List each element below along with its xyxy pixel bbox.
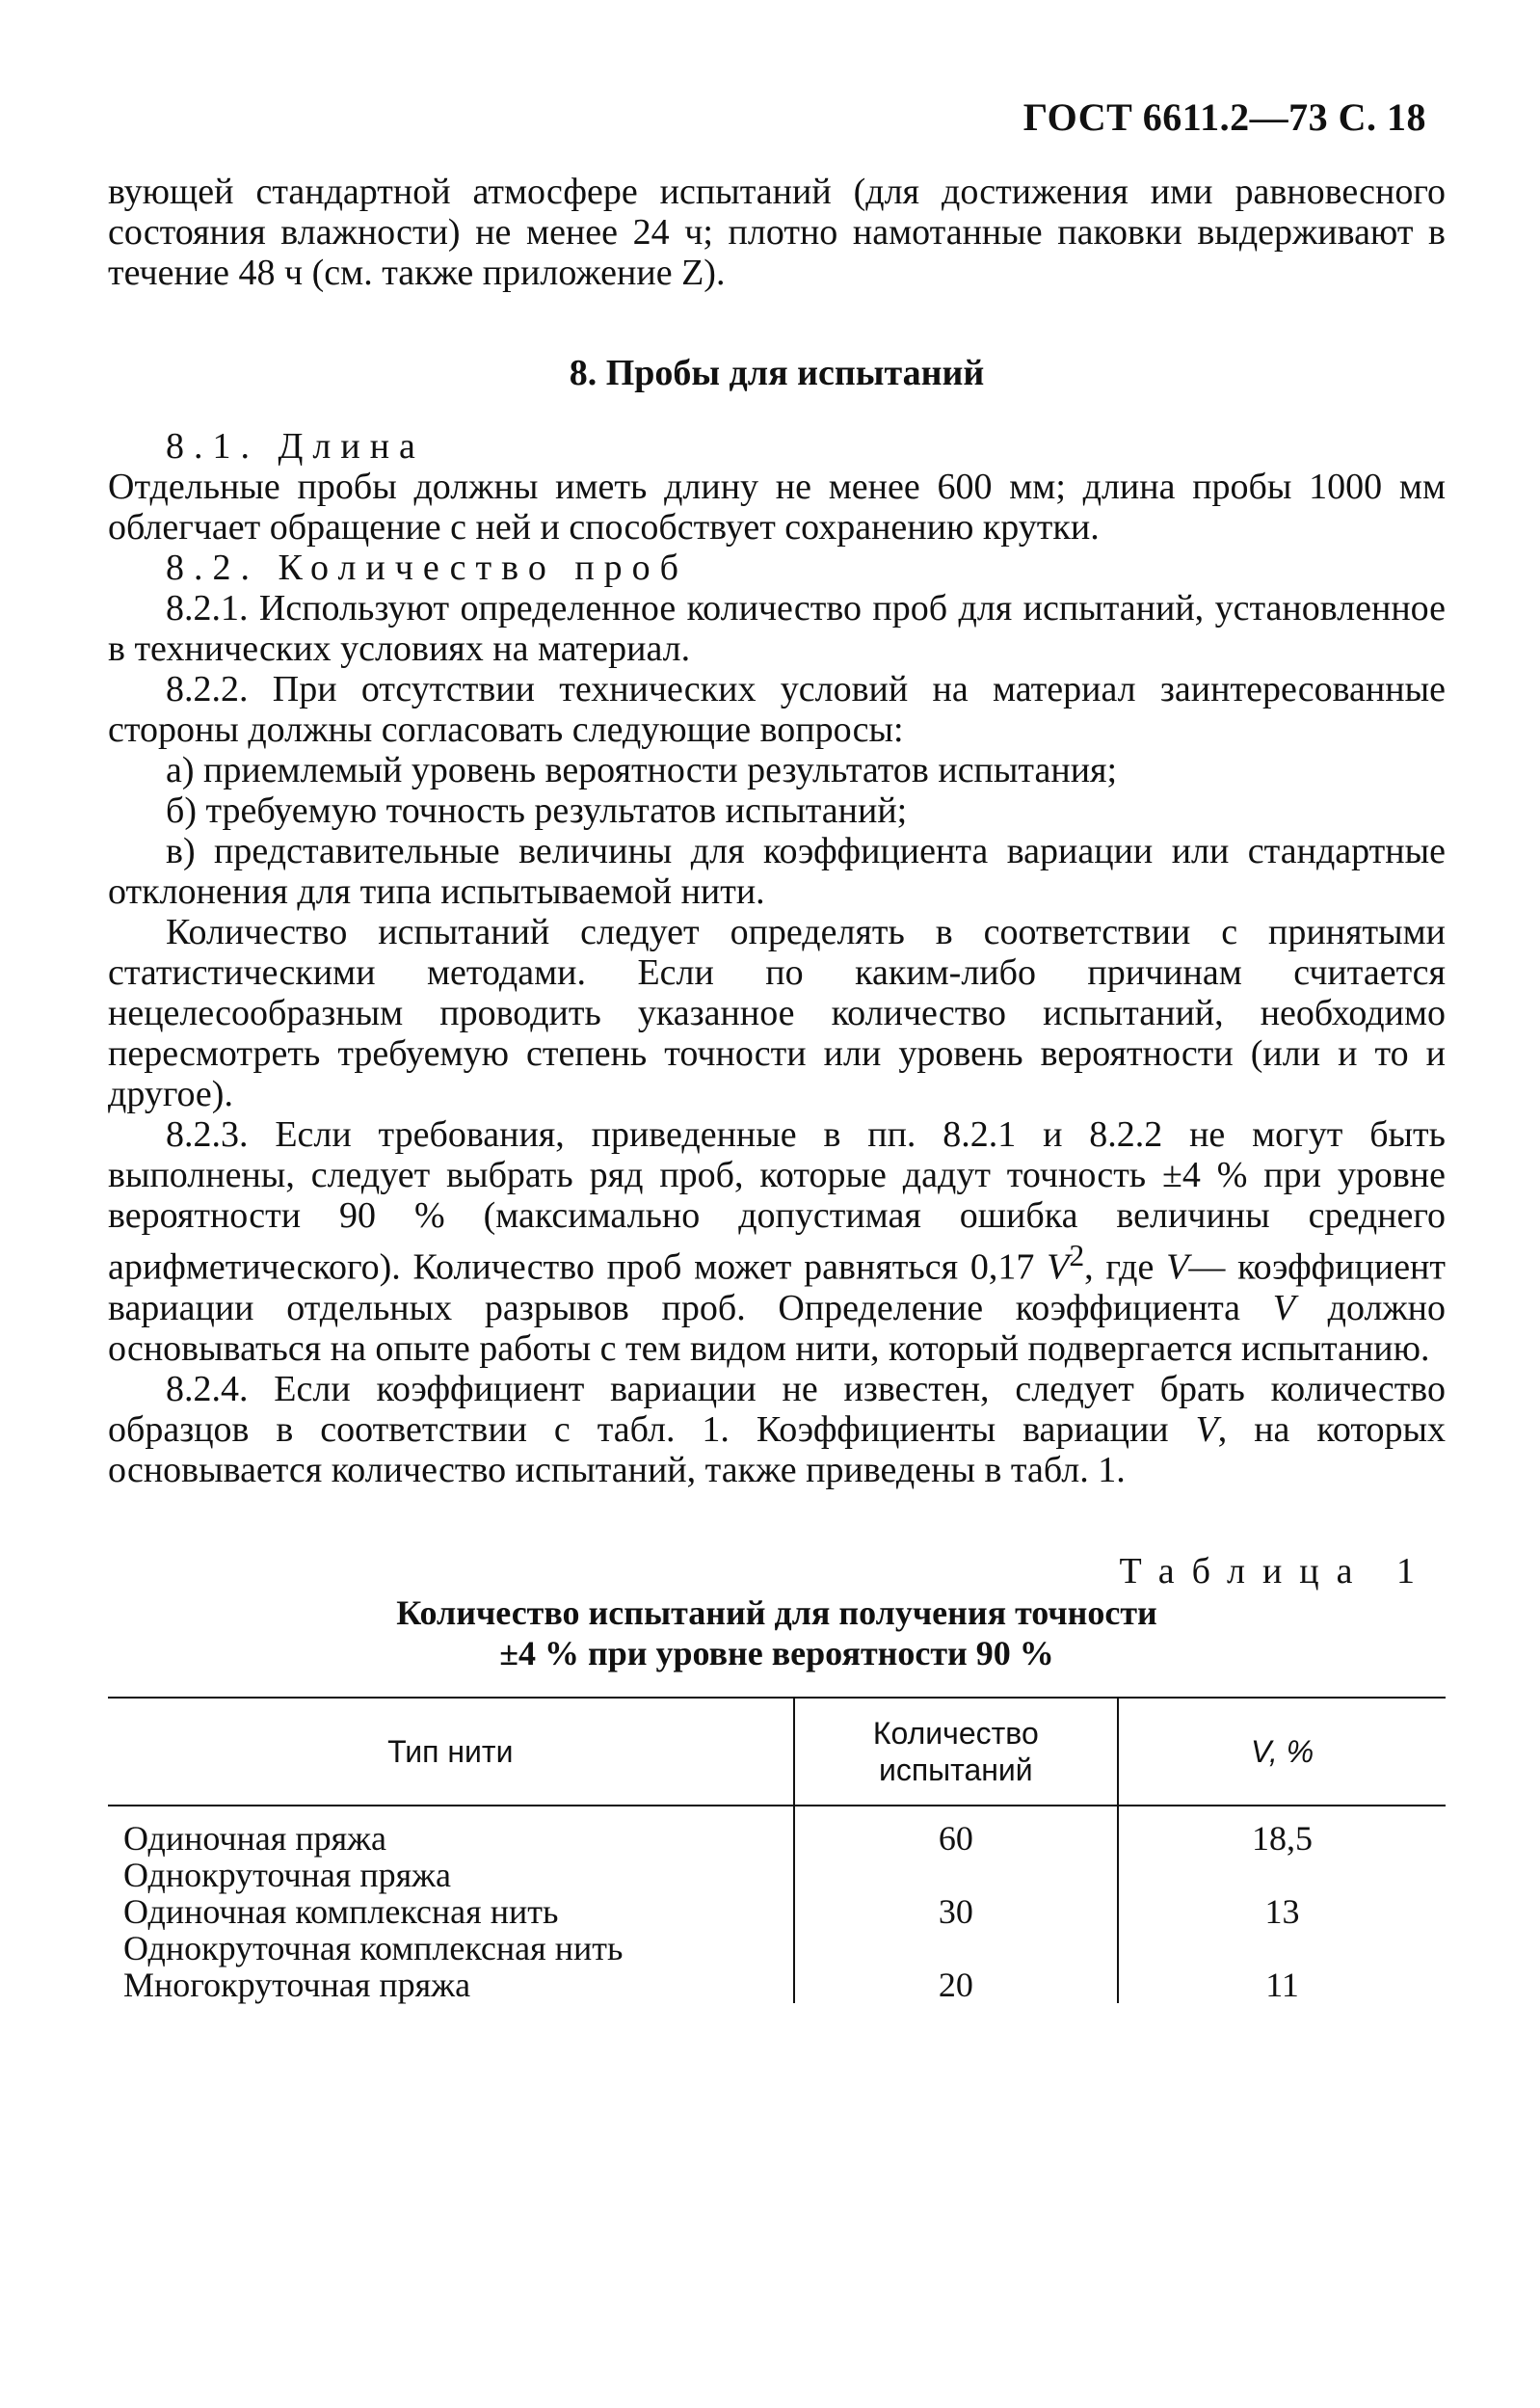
variation-cell (1118, 1806, 1446, 2003)
variable-v: V (1166, 1246, 1189, 1288)
paragraph-8-2-3-part3: — коэффициент вариации отдельных разрывов проб. Определение коэффициента (108, 1246, 1446, 1328)
table-title-line2: ±4 % при уровне вероятности 90 % (499, 1634, 1054, 1672)
variable-v: V (1047, 1246, 1070, 1288)
paragraph-8-2-3-part1: 8.2.3. Если требования, приведенные в пп. 8.2.1 и 8.2.2 не могут быть выполнены, следует выбрать ряд проб, которые дадут точность ±4 % при уровне вероятности 90 % (максимально допустимая ошибка величины среднего арифметического). Количество проб может равняться 0,17 (108, 1114, 1446, 1288)
test-count-value: 20 (938, 1966, 973, 2004)
section-8-body (108, 426, 1446, 1490)
paragraph-8-2-4-part2: , на которых основывается количество испытаний, также приведены в табл. 1. (108, 1408, 1446, 1490)
yarn-types-cell (108, 1806, 794, 2003)
yarn-type: Многокруточная пряжа (123, 1966, 471, 2004)
header-test-count (794, 1698, 1119, 1806)
paragraph-8-2-1: 8.2.1. Используют определенное количество проб для испытаний, установленное в технических условиях на материал. (108, 588, 1446, 669)
paragraph-8-2-3-part4: должно основываться на опыте работы с тем видом нити, который подвергается испытанию. (108, 1287, 1447, 1369)
test-count-cell (794, 1806, 1119, 2003)
superscript-2: 2 (1069, 1239, 1085, 1272)
yarn-test-table (108, 1697, 1446, 2003)
header-variation-coefficient: V, % (1118, 1698, 1446, 1806)
yarn-type: Одиночная пряжа (123, 1819, 387, 1858)
heading-8-2: 8.2. Количество проб (166, 548, 688, 588)
variable-v: V (1272, 1287, 1295, 1328)
variation-value: 18,5 (1252, 1819, 1314, 1858)
paragraph-8-1: Отдельные пробы должны иметь длину не менее 600 мм; длина пробы 1000 мм облегчает обращение с ней и способствует сохранению крутки. (108, 467, 1446, 548)
yarn-type: Однокруточная пряжа (123, 1856, 452, 1894)
paragraph-8-2-3-part2: , где (1084, 1246, 1167, 1288)
table-header-row (108, 1698, 1446, 1806)
paragraph-8-2-2: 8.2.2. При отсутствии технических условий на материал заинтересованные стороны должны согласовать следующие вопросы: (108, 669, 1446, 750)
paragraph-8-2-3 (108, 1114, 1446, 1369)
paragraph-8-2-4-part1: 8.2.4. Если коэффициент вариации не известен, следует брать количество образцов в соответствии с табл. 1. Коэффициенты вариации (108, 1368, 1446, 1450)
intro-paragraph-block (108, 172, 1446, 293)
list-item-b: б) требуемую точность результатов испытаний; (166, 790, 908, 831)
page-header: ГОСТ 6611.2—73 С. 18 (1022, 95, 1426, 139)
yarn-type: Однокруточная комплексная нить (123, 1929, 624, 1967)
list-item-a: а) приемлемый уровень вероятности результатов испытания; (166, 750, 1118, 790)
heading-8-1: 8.1. Длина (166, 426, 425, 467)
table-label: Таблица 1 (1119, 1551, 1432, 1592)
header-test-count-line1: Количество (872, 1716, 1039, 1751)
section-title: 8. Пробы для испытаний (569, 353, 985, 393)
variation-value: 11 (1265, 1966, 1299, 2004)
test-count-value: 30 (938, 1892, 973, 1931)
header-test-count-line2: испытаний (878, 1752, 1033, 1787)
test-count-value: 60 (938, 1819, 973, 1858)
table-title-line1: Количество испытаний для получения точности (396, 1593, 1157, 1632)
variation-value: 13 (1264, 1892, 1300, 1931)
table-title (108, 1592, 1446, 1673)
paragraph-8-2-2-note: Количество испытаний следует определять в соответствии с принятыми статистическими методами. Если по каким-либо причинам считается нецелесообразным проводить указанное количество испытаний, необходимо пересмотреть требуемую степень точности или уровень вероятности (или и то и другое). (108, 912, 1446, 1114)
table-row (108, 1806, 1446, 2003)
list-item-v: в) представительные величины для коэффициента вариации или стандартные отклонения для типа испытываемой нити. (108, 831, 1446, 912)
yarn-type: Одиночная комплексная нить (123, 1892, 559, 1931)
paragraph-8-2-4 (108, 1369, 1446, 1490)
header-yarn-type: Тип нити (108, 1698, 794, 1806)
variable-v: V (1195, 1408, 1218, 1450)
intro-paragraph: вующей стандартной атмосфере испытаний (для достижения ими равновесного состояния влажности) не менее 24 ч; плотно намотанные паковки выдерживают в течение 48 ч (см. также приложение Z). (108, 172, 1446, 293)
